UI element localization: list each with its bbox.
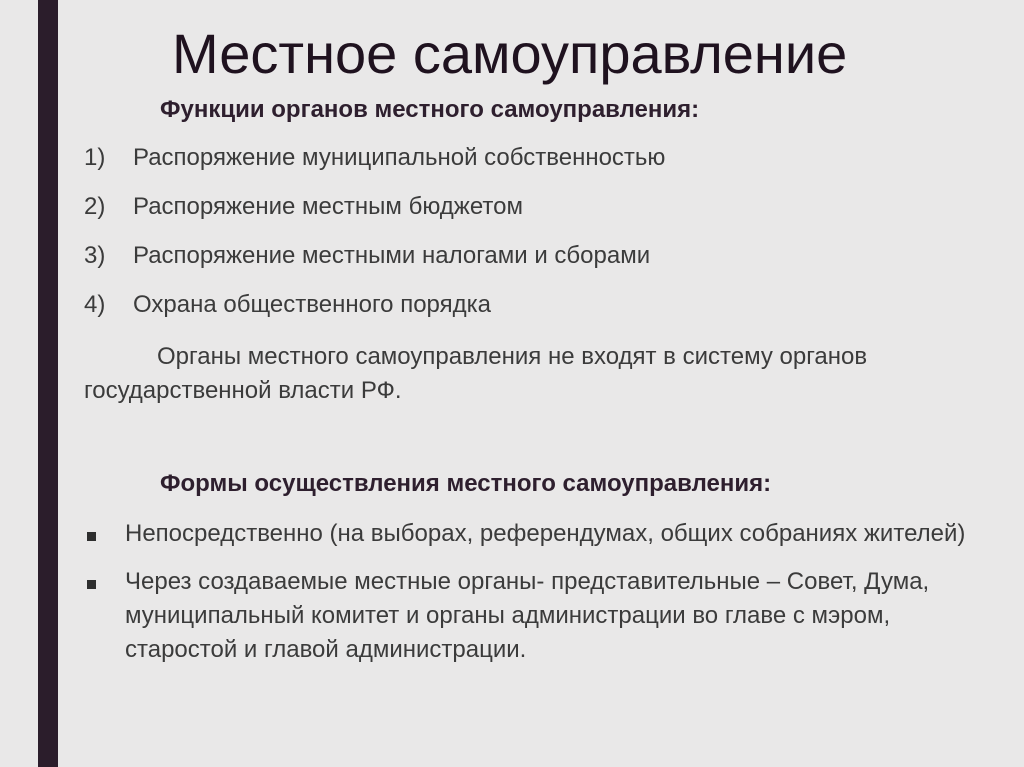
forms-list: [84, 517, 984, 681]
list-item-number: 4): [84, 291, 106, 318]
list-item: [84, 517, 984, 551]
note-paragraph: Органы местного самоуправления не входят в систему органов государственной власти РФ.: [84, 343, 868, 404]
list-item-number: 2): [84, 193, 106, 220]
list-item: [84, 192, 984, 241]
forms-heading: Формы осуществления местного самоуправления:: [160, 470, 772, 497]
functions-list: [84, 143, 984, 339]
square-bullet-icon: [87, 532, 96, 541]
list-item: [84, 143, 984, 192]
functions-heading: Функции органов местного самоуправления:: [160, 96, 700, 123]
list-item-text: Охрана общественного порядка: [133, 291, 491, 318]
list-item: [84, 241, 984, 290]
list-item-text: Непосредственно (на выборах, референдумах, общих собраниях жителей): [125, 520, 966, 547]
list-item: [84, 565, 984, 667]
square-bullet-icon: [87, 580, 96, 589]
list-item-number: 3): [84, 242, 106, 269]
list-item-text: Распоряжение местным бюджетом: [133, 193, 523, 220]
list-item-text: Через создаваемые местные органы- представительные – Совет, Дума, муниципальный комитет и органы администрации во главе с мэром, старостой и главой администрации.: [125, 568, 930, 663]
side-accent-bar: [38, 0, 58, 767]
slide-title: Местное самоуправление: [172, 22, 848, 85]
list-item-text: Распоряжение муниципальной собственностью: [133, 144, 666, 171]
list-item: [84, 290, 984, 339]
list-item-number: 1): [84, 144, 106, 171]
list-item-text: Распоряжение местными налогами и сборами: [133, 242, 651, 269]
